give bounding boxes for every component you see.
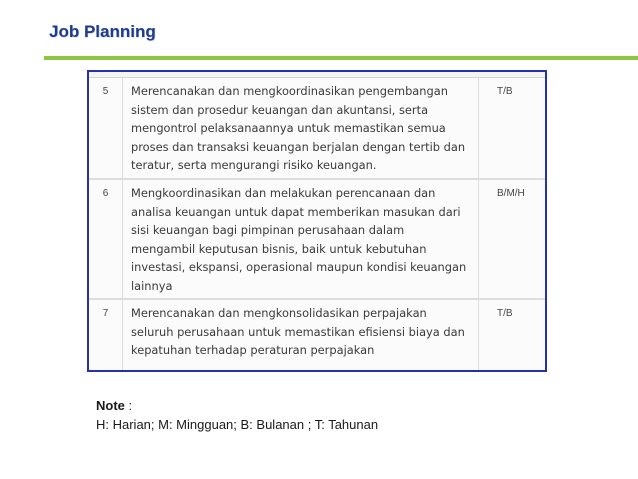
job-planning-table — [87, 70, 547, 372]
description-line: mengontrol pelaksanaannya untuk memastikan semua — [131, 121, 446, 136]
note-legend: H: Harian; M: Mingguan; B: Bulanan ; T: Tahunan — [96, 417, 379, 432]
row-description — [123, 78, 479, 178]
table-row — [89, 300, 545, 372]
description-line: analisa keuangan untuk dapat memberikan masukan dari — [131, 204, 461, 219]
page-title: Job Planning — [49, 22, 156, 41]
description-line: lainnya — [131, 278, 173, 293]
description-line: sistem dan prosedur keuangan dan akuntansi, serta — [131, 102, 429, 117]
row-number: 6 — [89, 180, 123, 298]
row-frequency: B/M/H — [497, 188, 525, 199]
note-heading — [96, 396, 378, 415]
table-row — [89, 78, 545, 180]
note-label: Note — [96, 398, 125, 413]
table-row — [89, 180, 545, 300]
row-number: 7 — [89, 300, 123, 372]
description-line: kepatuhan terhadap peraturan perpajakan — [131, 343, 375, 358]
description-line: teratur, serta mengurangi risiko keuangan. — [131, 158, 377, 173]
row-description — [123, 300, 479, 372]
description-line: Merencanakan dan mengkonsolidasikan perpajakan — [131, 306, 427, 320]
row-number: 5 — [89, 78, 123, 178]
row-frequency: T/B — [497, 308, 513, 319]
description-line: Mengkoordinasikan dan melakukan perencanaan dan — [131, 186, 436, 200]
description-line: seluruh perusahaan untuk memastikan efisiensi biaya dan — [131, 324, 465, 339]
note-separator: : — [124, 398, 133, 413]
description-line: sisi keuangan bagi pimpinan perusahaan dalam — [131, 223, 405, 238]
description-line: Merencanakan dan mengkoordinasikan pengembangan — [131, 84, 448, 98]
description-line: mengambil keputusan bisnis, baik untuk kebutuhan — [131, 241, 427, 256]
row-frequency: T/B — [497, 86, 513, 97]
title-divider — [44, 56, 638, 60]
frequency-note — [96, 396, 378, 434]
description-line: investasi, ekspansi, operasional maupun kondisi keuangan — [131, 260, 467, 275]
description-line: proses dan transaksi keuangan berjalan dengan tertib dan — [131, 139, 466, 154]
row-description — [123, 180, 479, 298]
